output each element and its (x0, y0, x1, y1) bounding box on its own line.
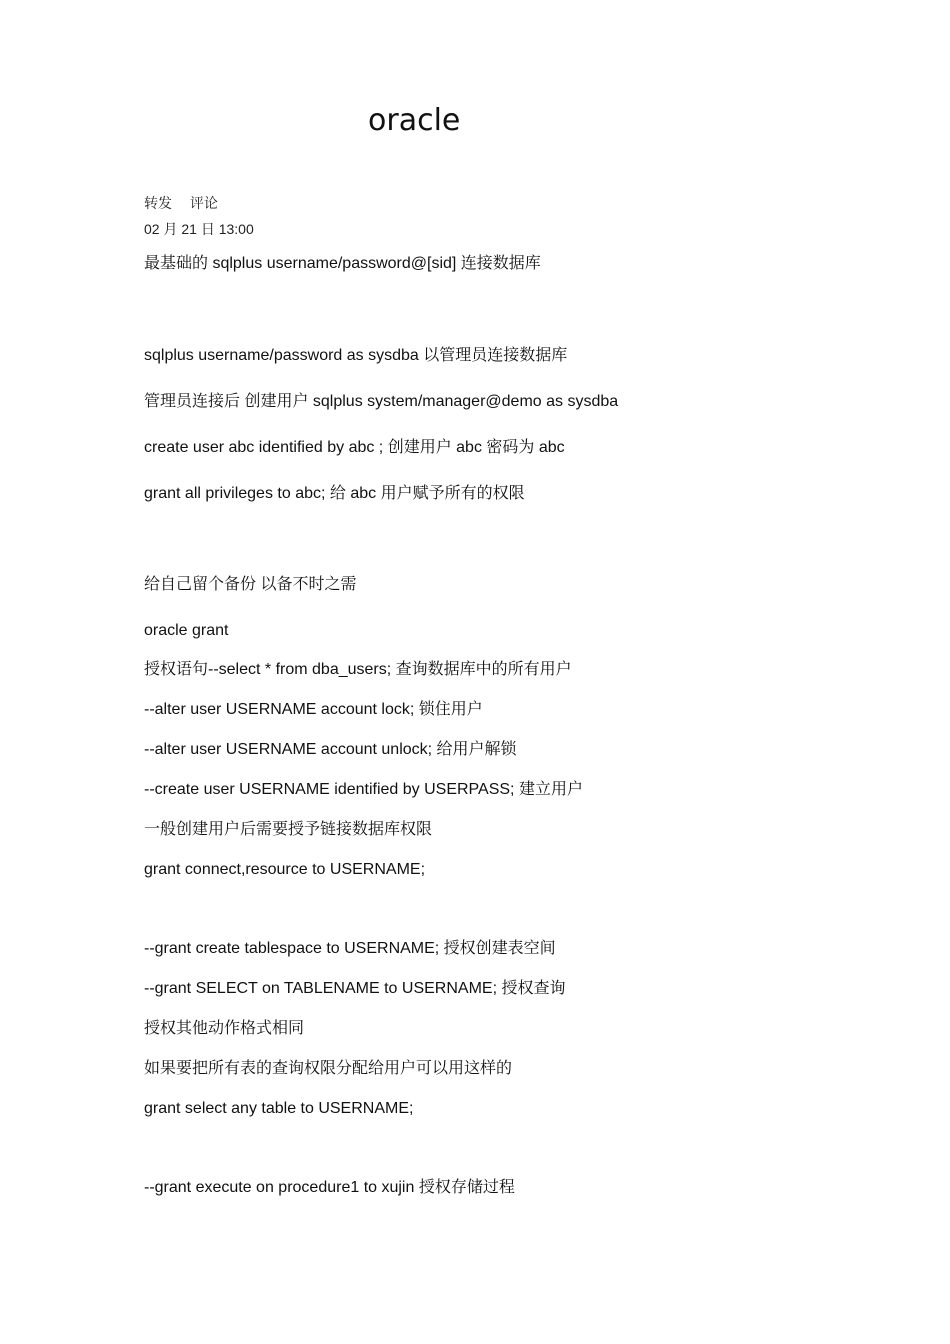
text-line: sqlplus username/password as sysdba 以管理员连接数据库 (144, 347, 568, 364)
text-line: 如果要把所有表的查询权限分配给用户可以用这样的 (144, 1060, 513, 1077)
text-line: 一般创建用户后需要授予链接数据库权限 (144, 821, 433, 838)
text-line: --grant execute on procedure1 to xujin 授权存储过程 (144, 1179, 515, 1196)
text-line: 授权其他动作格式相同 (144, 1020, 305, 1037)
text-line: create user abc identified by abc ; 创建用户 abc 密码为 abc (144, 439, 565, 456)
comment-link[interactable]: 评论 (189, 195, 218, 211)
text-line: --alter user USERNAME account lock; 锁住用户 (144, 701, 483, 718)
post-date: 02 月 21 日 13:00 (144, 221, 254, 237)
text-line: --grant create tablespace to USERNAME; 授权创建表空间 (144, 940, 556, 957)
forward-link[interactable]: 转发 (144, 195, 172, 211)
text-line: 管理员连接后 创建用户 sqlplus system/manager@demo as sysdba (144, 393, 619, 410)
text-line: 给自己留个备份 以备不时之需 (144, 576, 357, 593)
text-line: 授权语句--select * from dba_users; 查询数据库中的所有用户 (144, 661, 572, 678)
text-line: --create user USERNAME identified by USERPASS; 建立用户 (144, 781, 583, 798)
text-line: grant all privileges to abc; 给 abc 用户赋予所有的权限 (144, 485, 525, 502)
text-line: --grant SELECT on TABLENAME to USERNAME; 授权查询 (144, 980, 566, 997)
text-line: grant select any table to USERNAME; (144, 1100, 414, 1117)
text-line: grant connect,resource to USERNAME; (144, 861, 426, 878)
post-actions (144, 193, 232, 213)
text-line: 最基础的 sqlplus username/password@[sid] 连接数据库 (144, 255, 541, 272)
text-line: oracle grant (144, 622, 229, 639)
text-line: --alter user USERNAME account unlock; 给用户解锁 (144, 741, 517, 758)
page-title: oracle (368, 103, 461, 138)
